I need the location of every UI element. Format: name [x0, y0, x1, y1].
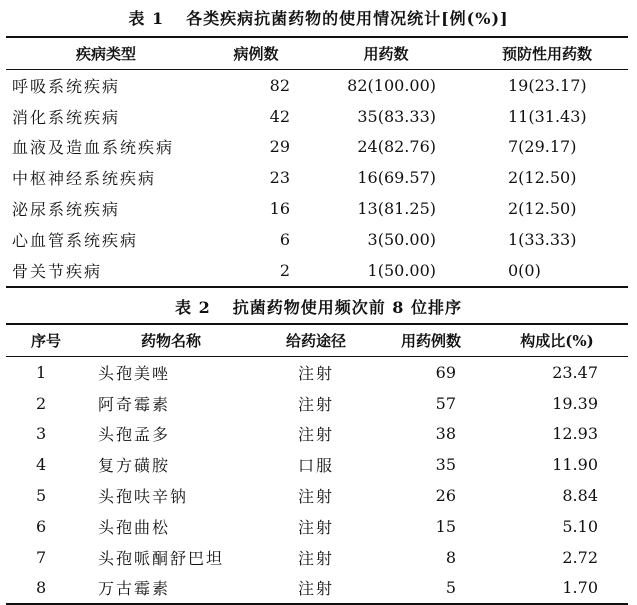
table2-cell: 阿奇霉素: [98, 394, 171, 414]
table2-cell: 注射: [297, 517, 334, 537]
table2-cell: 注射: [297, 363, 334, 383]
table2-number: 表 2: [175, 298, 211, 317]
table1-cell: 2(12.50): [508, 199, 577, 219]
table1-cell: 16(69.57): [357, 168, 436, 188]
table1-cell: 泌尿系统疾病: [12, 200, 121, 220]
table1-cell: 82: [269, 75, 290, 95]
table1-row: [6, 101, 628, 132]
table2-cell: 万古霉素: [98, 579, 171, 599]
table1-cell: 2(12.50): [508, 168, 577, 188]
table2-cell: 口服: [297, 456, 334, 476]
table1-cell: 消化系统疾病: [12, 107, 121, 127]
table2-cell: 4: [36, 455, 47, 475]
table1-row: [6, 193, 628, 224]
table1-cell: 19(23.17): [508, 75, 587, 95]
table2-caption: [0, 295, 637, 318]
table2-title: 抗菌药物使用频次前 8 位排序: [232, 298, 462, 317]
table1-cell: 0(0): [508, 260, 541, 280]
table2-cell: 11.90: [552, 455, 598, 475]
table2-cell: 23.47: [552, 362, 598, 382]
table2-row: [6, 388, 628, 419]
table2-cell: 注射: [297, 394, 334, 414]
table2-header-cell: 构成比(%): [486, 324, 628, 357]
table1-body: [6, 70, 628, 287]
table1-cell: 35(83.33): [357, 106, 436, 126]
table1-cell: 心血管系统疾病: [12, 230, 139, 250]
table2-header-cell: 序号: [6, 324, 86, 357]
table1-cell: 2: [279, 260, 290, 280]
table1-row: [6, 162, 628, 193]
table1-cell: 骨关节疾病: [12, 261, 103, 281]
table1-cell: 23: [269, 168, 290, 188]
table2-cell: 38: [435, 424, 456, 444]
table2-row: [6, 542, 628, 573]
table2-cell: 1: [36, 362, 47, 382]
table1-cell: 1(33.33): [508, 229, 577, 249]
table2-header-row: [6, 324, 628, 357]
table1-row: [6, 132, 628, 163]
table1-cell: 呼吸系统疾病: [12, 76, 121, 96]
table2-cell: 12.93: [552, 424, 598, 444]
table2-row: [6, 449, 628, 480]
table2-cell: 69: [435, 362, 456, 382]
table1-title: 各类疾病抗菌药物的使用情况统计[例(%)]: [186, 9, 509, 28]
table2-header-cell: 用药例数: [376, 324, 486, 357]
table2-cell: 头孢美唑: [98, 363, 171, 383]
table1-cell: 16: [269, 199, 290, 219]
table2-cell: 5: [36, 486, 47, 506]
table1-cell: 11(31.43): [508, 106, 587, 126]
table2-cell: 15: [435, 516, 456, 536]
table1: [6, 36, 628, 288]
table2-cell: 注射: [297, 548, 334, 568]
table2-cell: 1.70: [562, 578, 598, 598]
table2-cell: 5: [445, 578, 456, 598]
table2-cell: 头孢哌酮舒巴坦: [98, 548, 225, 568]
table2-cell: 26: [435, 486, 456, 506]
table2: [6, 323, 628, 605]
table1-cell: 中枢神经系统疾病: [12, 169, 157, 189]
table2-cell: 头孢孟多: [98, 425, 171, 445]
table1-cell: 血液及造血系统疾病: [12, 138, 175, 158]
table2-cell: 2.72: [562, 547, 598, 567]
table2-cell: 5.10: [562, 516, 598, 536]
table1-cell: 82(100.00): [347, 75, 436, 95]
table1-cell: 29: [269, 137, 290, 157]
table2-row: [6, 480, 628, 511]
table1-cell: 13(81.25): [357, 199, 436, 219]
table1-cell: 1(50.00): [367, 260, 436, 280]
table2-cell: 8.84: [562, 486, 598, 506]
table2-row: [6, 511, 628, 542]
table1-row: [6, 224, 628, 255]
table2-row: [6, 573, 628, 605]
table2-header-cell: 给药途径: [256, 324, 376, 357]
table2-cell: 6: [36, 516, 47, 536]
table1-cell: 42: [269, 106, 290, 126]
table2-cell: 注射: [297, 425, 334, 445]
table1-row: [6, 70, 628, 101]
table2-cell: 注射: [297, 487, 334, 507]
table1-cell: 24(82.76): [357, 137, 436, 157]
table1-header-cell: 预防性用药数: [466, 37, 628, 70]
table2-cell: 复方磺胺: [98, 456, 171, 476]
table1-cell: 7(29.17): [508, 137, 577, 157]
table2-cell: 19.39: [552, 393, 598, 413]
table1-cell: 3(50.00): [367, 229, 436, 249]
table1-number: 表 1: [128, 9, 165, 28]
table2-cell: 头孢呋辛钠: [98, 487, 189, 507]
table2-header-cell: 药物名称: [86, 324, 256, 357]
table2-cell: 头孢曲松: [98, 517, 171, 537]
table1-header-cell: 疾病类型: [6, 37, 206, 70]
table2-cell: 8: [36, 578, 47, 598]
table2-cell: 2: [36, 393, 47, 413]
table2-cell: 35: [435, 455, 456, 475]
table2-cell: 注射: [297, 579, 334, 599]
table1-header-row: [6, 37, 628, 70]
table2-cell: 8: [445, 547, 456, 567]
table2-row: [6, 357, 628, 388]
table2-cell: 7: [36, 547, 47, 567]
table1-caption: [0, 6, 637, 29]
table2-row: [6, 419, 628, 450]
table2-body: [6, 357, 628, 605]
table2-cell: 57: [435, 393, 456, 413]
table2-cell: 3: [36, 424, 47, 444]
table1-cell: 6: [279, 229, 290, 249]
table1-row: [6, 255, 628, 287]
table1-header-cell: 用药数: [306, 37, 466, 70]
table1-header-cell: 病例数: [206, 37, 306, 70]
